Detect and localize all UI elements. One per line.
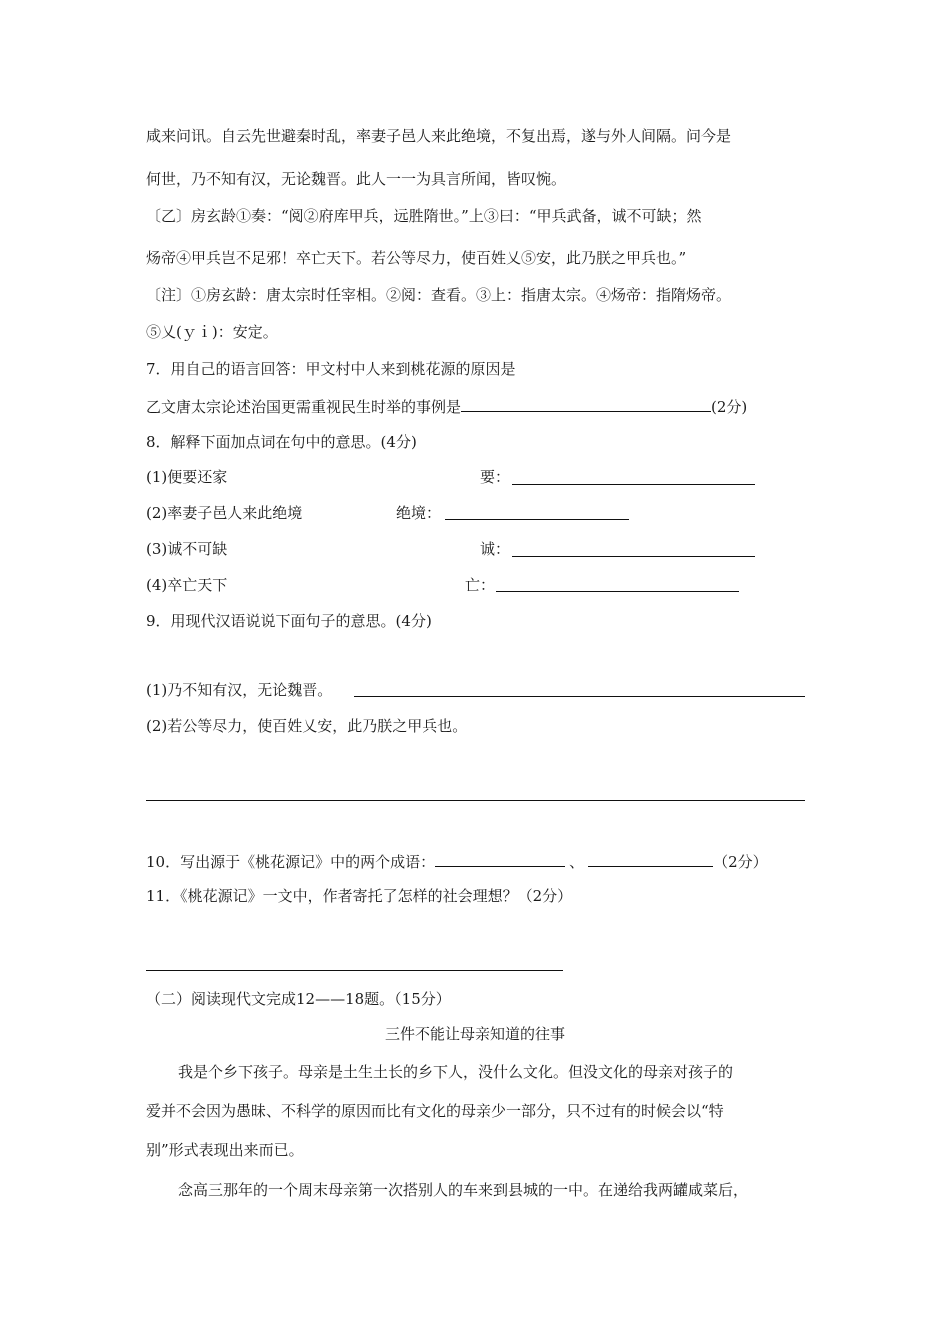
question-11: 11．《桃花源记》一文中，作者寄托了怎样的社会理想？（2分） xyxy=(146,887,573,905)
answer-blank-q8-4[interactable] xyxy=(496,591,739,592)
question-9-title: 9．用现代汉语说说下面句子的意思。(4分) xyxy=(146,612,432,630)
question-7-part-2 xyxy=(146,395,747,417)
answer-blank-q8-1[interactable] xyxy=(512,484,755,485)
passage-yi-line-1: 〔乙〕房玄龄①奏：“阅②府库甲兵，远胜隋世。”上③曰：“甲兵武备，诚不可缺；然 xyxy=(146,207,702,225)
question-10-points: （2分） xyxy=(713,853,768,871)
article-paragraph-1-line-2: 爱并不会因为愚昧、不科学的原因而比有文化的母亲少一部分，只不过有的时候会以“特 xyxy=(146,1102,724,1120)
answer-blank-q10-2[interactable] xyxy=(588,850,713,867)
question-10-text: 10．写出源于《桃花源记》中的两个成语： xyxy=(146,853,436,871)
article-paragraph-2-line-1: 念高三那年的一个周末母亲第一次搭别人的车来到县城的一中。在递给我两罐咸菜后， xyxy=(178,1181,749,1199)
question-8-item-4: (4)卒亡天下 xyxy=(146,576,228,594)
answer-blank-q9-2[interactable] xyxy=(146,800,805,801)
question-9-item-1: (1)乃不知有汉，无论魏晋。 xyxy=(146,681,333,699)
article-title: 三件不能让母亲知道的往事 xyxy=(384,1025,565,1043)
answer-blank-q10-1[interactable] xyxy=(435,850,565,867)
passage-yi-line-2: 炀帝④甲兵岂不足邪！卒亡天下。若公等尽力，使百姓乂⑤安，此乃朕之甲兵也。” xyxy=(146,249,687,267)
question-8-item-2-word: 绝境： xyxy=(396,504,442,522)
section-2-heading: （二）阅读现代文完成12——18题。（15分） xyxy=(146,990,451,1008)
question-8-item-3: (3)诚不可缺 xyxy=(146,540,228,558)
question-8-item-2: (2)率妻子邑人来此绝境 xyxy=(146,504,303,522)
question-8-title: 8．解释下面加点词在句中的意思。(4分) xyxy=(146,433,417,451)
question-8-item-1-word: 要： xyxy=(480,468,511,486)
answer-blank-q11[interactable] xyxy=(146,970,563,971)
question-7-points: (2分) xyxy=(711,398,748,416)
question-10-separator: 、 xyxy=(569,853,585,871)
question-7-part-2-text: 乙文唐太宗论述治国更需重视民生时举的事例是 xyxy=(146,398,462,416)
notes-line-2: ⑤乂(ｙｉ)：安定。 xyxy=(146,323,278,341)
question-10 xyxy=(146,850,768,872)
question-8-item-1: (1)便要还家 xyxy=(146,468,228,486)
article-paragraph-1-line-1: 我是个乡下孩子。母亲是土生土长的乡下人，没什么文化。但没文化的母亲对孩子的 xyxy=(178,1063,734,1081)
question-9-item-2: (2)若公等尽力，使百姓乂安，此乃朕之甲兵也。 xyxy=(146,717,468,735)
answer-blank-q9-1[interactable] xyxy=(354,696,805,697)
article-paragraph-1-line-3: 别”形式表现出来而已。 xyxy=(146,1141,304,1159)
answer-blank-q8-3[interactable] xyxy=(512,556,755,557)
passage-jia-line-1: 咸来问讯。自云先世避秦时乱，率妻子邑人来此绝境，不复出焉，遂与外人间隔。问今是 xyxy=(146,127,732,145)
question-7: 7．用自己的语言回答：甲文村中人来到桃花源的原因是 xyxy=(146,360,516,378)
question-8-item-3-word: 诚： xyxy=(480,540,511,558)
notes-line-1: 〔注〕①房玄龄：唐太宗时任宰相。②阅：查看。③上：指唐太宗。④炀帝：指隋炀帝。 xyxy=(146,286,732,304)
passage-jia-line-2: 何世，乃不知有汉，无论魏晋。此人一一为具言所闻，皆叹惋。 xyxy=(146,170,567,188)
question-8-item-4-word: 亡： xyxy=(465,576,496,594)
answer-blank-q7[interactable] xyxy=(461,395,711,412)
answer-blank-q8-2[interactable] xyxy=(445,519,629,520)
